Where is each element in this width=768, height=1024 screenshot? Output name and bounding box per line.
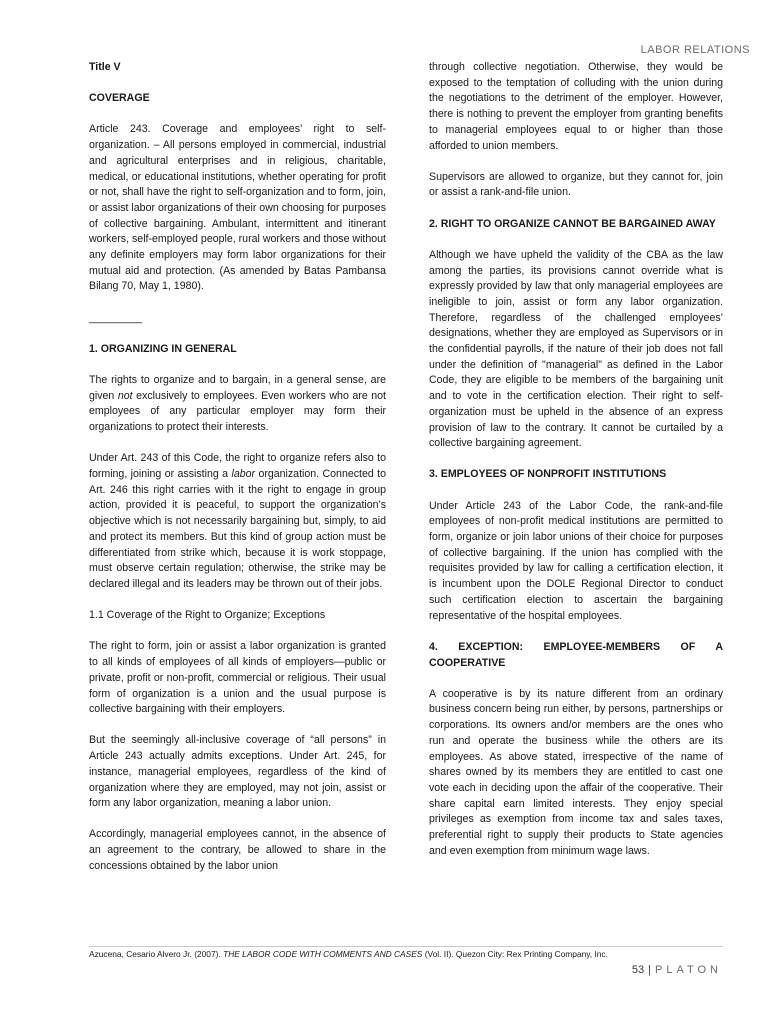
heading-cooperative-exception: 4. EXCEPTION: EMPLOYEE-MEMBERS OF A COOPERATIVE [429,640,723,669]
paragraph-managerial: Accordingly, managerial employees cannot, in the absence of an agreement to the contrary, be allowed to share in the concessions obtained by the labor union [89,828,386,872]
brand-name: PLATON [655,964,722,976]
heading-organizing-in-general: 1. ORGANIZING IN GENERAL [89,342,237,355]
section-divider: _________ [89,311,143,324]
page-separator: | [648,964,651,976]
paragraph-cooperative: A cooperative is by its nature different from an ordinary business concern being run either, by persons, partnerships or corporations. Its owners and/or members are the ones who run and operate the business while the others are its employees. As above stated, irrespective of the name of shares owned by its members they are entitled to cast one vote each in deciding upon the affair of the cooperative. Their share capital earn limited interests. They enjoy special privileges as exemption from income tax and sales taxes, preferential right to supply their products to State agencies and even exemption from minimum wage laws. [429,687,723,857]
paragraph-right-to-form: The right to form, join or assist a labor organization is granted to all kinds of employees of all kinds of employers—public or private, profit or non-profit, commercial or religious. Their usual form of organization is a union and the usual purpose is collective bargaining with their employers. [89,640,386,716]
footnote-citation: Azucena, Cesario Alvero Jr. (2007). THE LABOR CODE WITH COMMENTS AND CASES (Vol. II). Quezon City: Rex Printing Company, Inc. [89,949,608,959]
title-coverage: COVERAGE [89,92,150,105]
title-v: Title V [89,61,121,73]
heading-right-not-bargained-away: 2. RIGHT TO ORGANIZE CANNOT BE BARGAINED AWAY [429,217,716,230]
paragraph-rights-to-organize: The rights to organize and to bargain, in a general sense, are given not exclusively to employees. Even workers who are not employees of any particular employer may form their organizations to protect their interests. [89,374,386,434]
paragraph-art-243: Under Art. 243 of this Code, the right to organize refers also to forming, joining or assisting a labor organization. Connected to Art. 246 this right carries with it the right to engage in group action, provided it is peaceful, to support the organization’s objective which is not necessarily bargaining but, simply, to aid and protect its members. But this kind of group action must be differentiated from strike which, because it is work stoppage, must observe certain regulation; otherwise, the strike may be declared illegal and its leaders may be thrown out of their jobs. [89,452,386,590]
left-column [89,60,386,890]
running-header: LABOR RELATIONS [640,44,750,56]
page-number: 53 [631,964,645,976]
paragraph-nonprofit: Under Article 243 of the Labor Code, the rank-and-file employees of non-profit medical institutions are permitted to form, organize or join labor unions of their choice for purposes of collective bargaining. If the union has complied with the requisites provided by law for calling a certification election, it is incumbent upon the DOLE Regional Director to conduct such certification election to ascertain the bargaining representative of the hospital employees. [429,499,723,622]
right-column [429,60,723,875]
paragraph-exceptions: But the seemingly all-inclusive coverage of “all persons” in Article 243 actually admits exceptions. Under Art. 245, for instance, managerial employees, regardless of the kind of organization where they are employed, may not join, assist or form any labor organization, meaning a labor union. [89,734,386,810]
heading-nonprofit-institutions: 3. EMPLOYEES OF NONPROFIT INSTITUTIONS [429,468,667,481]
paragraph-cba-validity: Although we have upheld the validity of the CBA as the law among the parties, its provisions cannot override what is expressly provided by law that only managerial employees are ineligible to join, assist or form any labor organization. Therefore, regardless of the challenged employees’ designations, whether they are employed as Supervisors or in the confidential payrolls, if the nature of their job does not fall under the definition of "managerial" as defined in the Labor Code, they are eligible to be members of the bargaining unit and to vote in the certification election. Their right to self-organization must be upheld in the absence of an express provision of law to the contrary. It cannot be curtailed by a collective bargaining agreement. [429,248,723,450]
article-243-text: Article 243. Coverage and employees’ right to self-organization. – All persons employed in commercial, industrial and agricultural enterprises and in religious, charitable, medical, or educational institutions, whether operating for profit or not, shall have the right to self-organization and to form, join, or assist labor organizations of their own choosing for purposes of collective bargaining. Ambulant, intermittent and itinerant workers, self-employed people, rural workers and those without any definite employers may form labor organizations for their mutual aid and protection. (As amended by Batas Pambansa Bilang 70, May 1, 1980). [89,123,386,293]
footnote-rule [89,946,723,947]
subheading-coverage-exceptions: 1.1 Coverage of the Right to Organize; Exceptions [89,609,326,622]
paragraph-supervisors: Supervisors are allowed to organize, but they cannot for, join or assist a rank-and-file union. [429,170,723,199]
paragraph-collective-negotiation: through collective negotiation. Otherwise, they would be exposed to the temptation of colluding with the union during the negotiations to the detriment of the employer. However, there is nothing to prevent the employer from granting benefits to managerial employees equal to or higher than those afforded to union members. [429,61,723,152]
page-footer [632,964,722,976]
